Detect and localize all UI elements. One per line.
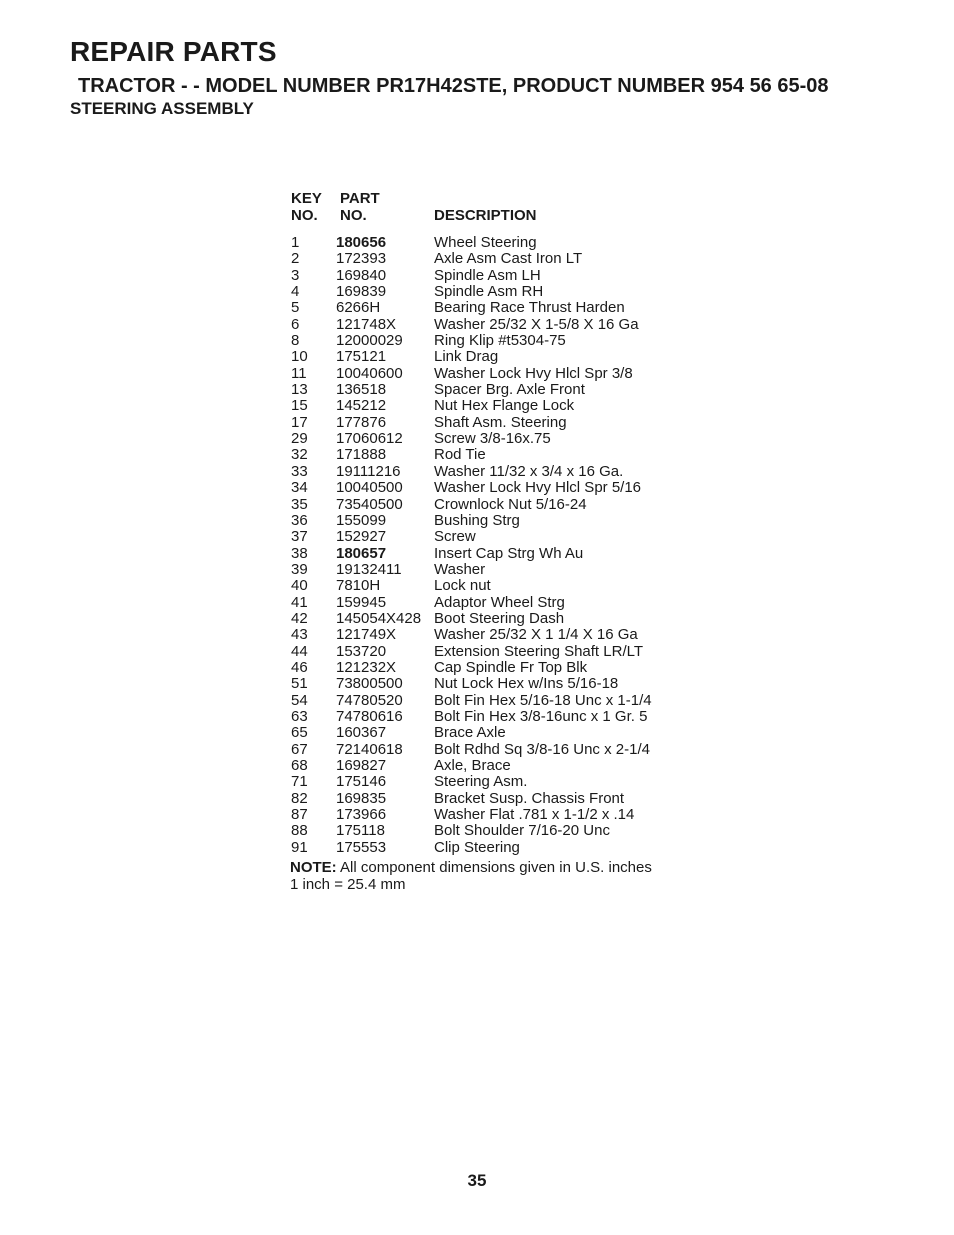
part-description: Bolt Fin Hex 3/8-16unc x 1 Gr. 5 (434, 707, 648, 725)
note-text: All component dimensions given in U.S. inches (340, 859, 652, 877)
key-number: 13 (291, 381, 308, 399)
part-description: Crownlock Nut 5/16-24 (434, 495, 587, 513)
table-row (290, 431, 710, 447)
key-number: 3 (291, 266, 300, 284)
part-description: Shaft Asm. Steering (434, 413, 567, 431)
part-description: Spindle Asm RH (434, 283, 544, 301)
key-number: 44 (291, 642, 308, 660)
part-number: 175118 (336, 822, 385, 840)
table-row (290, 676, 710, 692)
part-description: Rod Tie (434, 446, 486, 464)
part-number: 169840 (336, 266, 387, 284)
table-row (290, 366, 710, 382)
parts-table (290, 190, 710, 893)
table-row (290, 644, 710, 660)
part-number: 172393 (336, 250, 387, 268)
part-description: Nut Lock Hex w/Ins 5/16-18 (434, 675, 619, 693)
part-number: 136518 (336, 381, 387, 399)
parts-table-header (290, 190, 710, 235)
table-row (290, 382, 710, 398)
part-number: 6266H (336, 299, 381, 317)
part-number: 145054X428 (336, 609, 422, 627)
key-number: 67 (291, 740, 308, 758)
part-description: Wheel Steering (434, 234, 537, 251)
key-number: 37 (291, 528, 308, 546)
key-number: 68 (291, 757, 308, 774)
table-row (290, 546, 710, 562)
key-number: 34 (291, 479, 308, 497)
part-description: Axle, Brace (434, 757, 511, 774)
note-line (290, 860, 710, 877)
table-row (290, 840, 710, 856)
key-number: 11 (291, 364, 307, 382)
key-number: 65 (291, 724, 308, 742)
part-number: 17060612 (336, 430, 403, 448)
key-number: 1 (291, 234, 300, 251)
part-number: 173966 (336, 806, 387, 824)
part-number: 153720 (336, 642, 387, 660)
key-number: 40 (291, 577, 308, 595)
part-number: 121232X (336, 658, 397, 676)
part-description: Ring Klip #t5304-75 (434, 332, 566, 350)
part-number: 19111216 (336, 462, 401, 480)
table-row (290, 660, 710, 676)
table-row (290, 235, 710, 251)
part-number: 175146 (336, 773, 387, 791)
key-number: 38 (291, 544, 308, 562)
part-number: 74780520 (336, 691, 403, 709)
note-label: NOTE: (290, 859, 337, 877)
table-row (290, 284, 710, 300)
part-description: Lock nut (434, 577, 491, 595)
part-description: Bolt Shoulder 7/16-20 Unc (434, 822, 610, 840)
table-row (290, 447, 710, 463)
part-number: 175553 (336, 838, 387, 856)
key-number: 71 (291, 773, 308, 791)
part-description: Boot Steering Dash (434, 609, 565, 627)
table-row (290, 709, 710, 725)
table-row (290, 480, 710, 496)
part-description: Spindle Asm LH (434, 266, 541, 284)
table-row (290, 349, 710, 365)
key-number: 17 (291, 413, 308, 431)
table-row (290, 300, 710, 316)
part-number: 177876 (336, 413, 387, 431)
page-title: REPAIR PARTS (70, 36, 277, 67)
part-description: Adaptor Wheel Strg (434, 593, 565, 611)
part-number: 73800500 (336, 675, 403, 693)
part-description: Nut Hex Flange Lock (434, 397, 575, 415)
table-row (290, 791, 710, 807)
part-number: 7810H (336, 577, 381, 595)
part-header-line1: PART (340, 190, 380, 207)
part-description: Link Drag (434, 348, 499, 366)
section-heading: STEERING ASSEMBLY (70, 99, 254, 118)
key-number: 2 (291, 250, 300, 268)
key-number: 10 (291, 348, 308, 366)
key-number: 88 (291, 822, 308, 840)
part-number: 145212 (336, 397, 387, 415)
part-description: Brace Axle (434, 724, 506, 742)
part-description: Clip Steering (434, 838, 520, 856)
model-subtitle: TRACTOR - - MODEL NUMBER PR17H42STE, PRODUCT NUMBER 954 56 65-08 (78, 75, 829, 97)
part-description: Bolt Rdhd Sq 3/8-16 Unc x 2-1/4 (434, 740, 650, 758)
table-row (290, 627, 710, 643)
table-row (290, 251, 710, 267)
part-description: Washer Lock Hvy Hlcl Spr 3/8 (434, 364, 633, 382)
part-description: Steering Asm. (434, 773, 528, 791)
part-number: 19132411 (336, 560, 402, 578)
key-number: 42 (291, 609, 308, 627)
key-number: 63 (291, 707, 308, 725)
key-number: 15 (291, 397, 308, 415)
key-header-line1: KEY (291, 190, 322, 207)
table-row (290, 742, 710, 758)
table-row (290, 464, 710, 480)
table-row (290, 725, 710, 741)
part-number: 180656 (336, 234, 387, 251)
part-number: 155099 (336, 511, 387, 529)
part-description: Bearing Race Thrust Harden (434, 299, 625, 317)
part-description: Screw (434, 528, 476, 546)
part-number: 180657 (336, 544, 387, 562)
key-number: 32 (291, 446, 308, 464)
part-number: 169839 (336, 283, 387, 301)
part-description: Bracket Susp. Chassis Front (434, 789, 625, 807)
part-number: 160367 (336, 724, 387, 742)
key-number: 51 (291, 675, 308, 693)
part-description: Extension Steering Shaft LR/LT (434, 642, 644, 660)
table-row (290, 497, 710, 513)
part-description: Washer Flat .781 x 1-1/2 x .14 (434, 806, 635, 824)
part-description: Insert Cap Strg Wh Au (434, 544, 584, 562)
part-header-line2: NO. (340, 207, 367, 224)
table-row (290, 693, 710, 709)
part-description: Washer 11/32 x 3/4 x 16 Ga. (434, 462, 624, 480)
table-row (290, 529, 710, 545)
part-description: Cap Spindle Fr Top Blk (434, 658, 588, 676)
part-description: Washer 25/32 X 1-5/8 X 16 Ga (434, 315, 639, 333)
part-number: 121748X (336, 315, 397, 333)
key-number: 35 (291, 495, 308, 513)
key-number: 91 (291, 838, 308, 856)
part-number: 121749X (336, 626, 397, 644)
table-row (290, 333, 710, 349)
table-row (290, 513, 710, 529)
part-description: Axle Asm Cast Iron LT (434, 250, 583, 268)
table-row (290, 758, 710, 774)
key-number: 5 (291, 299, 300, 317)
table-row (290, 398, 710, 414)
table-row (290, 317, 710, 333)
part-number: 171888 (336, 446, 387, 464)
key-number: 36 (291, 511, 308, 529)
key-number: 4 (291, 283, 300, 301)
part-description: Washer Lock Hvy Hlcl Spr 5/16 (434, 479, 642, 497)
part-number: 72140618 (336, 740, 403, 758)
description-header: DESCRIPTION (434, 207, 537, 224)
part-number: 159945 (336, 593, 387, 611)
part-description: Spacer Brg. Axle Front (434, 381, 585, 399)
key-number: 54 (291, 691, 308, 709)
key-number: 39 (291, 560, 308, 578)
part-description: Bushing Strg (434, 511, 520, 529)
table-row (290, 823, 710, 839)
part-description: Washer (434, 560, 486, 578)
part-number: 74780616 (336, 707, 403, 725)
key-number: 41 (291, 593, 308, 611)
table-row (290, 562, 710, 578)
key-number: 33 (291, 462, 308, 480)
table-row (290, 268, 710, 284)
note-conversion: 1 inch = 25.4 mm (290, 875, 406, 893)
key-number: 6 (291, 315, 300, 333)
parts-table-body (290, 235, 710, 856)
table-row (290, 578, 710, 594)
table-row (290, 807, 710, 823)
part-description: Screw 3/8-16x.75 (434, 430, 551, 448)
key-number: 46 (291, 658, 308, 676)
part-description: Washer 25/32 X 1 1/4 X 16 Ga (434, 626, 638, 644)
part-number: 10040500 (336, 479, 403, 497)
key-number: 29 (291, 430, 308, 448)
table-row (290, 774, 710, 790)
key-number: 87 (291, 806, 308, 824)
key-number: 82 (291, 789, 308, 807)
part-number: 175121 (336, 348, 387, 366)
part-number: 12000029 (336, 332, 403, 350)
page-number: 35 (467, 1171, 487, 1190)
part-number: 152927 (336, 528, 387, 546)
key-header-line2: NO. (291, 207, 318, 224)
key-number: 43 (291, 626, 308, 644)
table-row (290, 415, 710, 431)
key-number: 8 (291, 332, 300, 350)
table-row (290, 611, 710, 627)
part-number: 169835 (336, 789, 387, 807)
note (290, 860, 710, 893)
table-row (290, 595, 710, 611)
part-number: 169827 (336, 757, 387, 774)
part-number: 10040600 (336, 364, 403, 382)
part-description: Bolt Fin Hex 5/16-18 Unc x 1-1/4 (434, 691, 652, 709)
part-number: 73540500 (336, 495, 403, 513)
